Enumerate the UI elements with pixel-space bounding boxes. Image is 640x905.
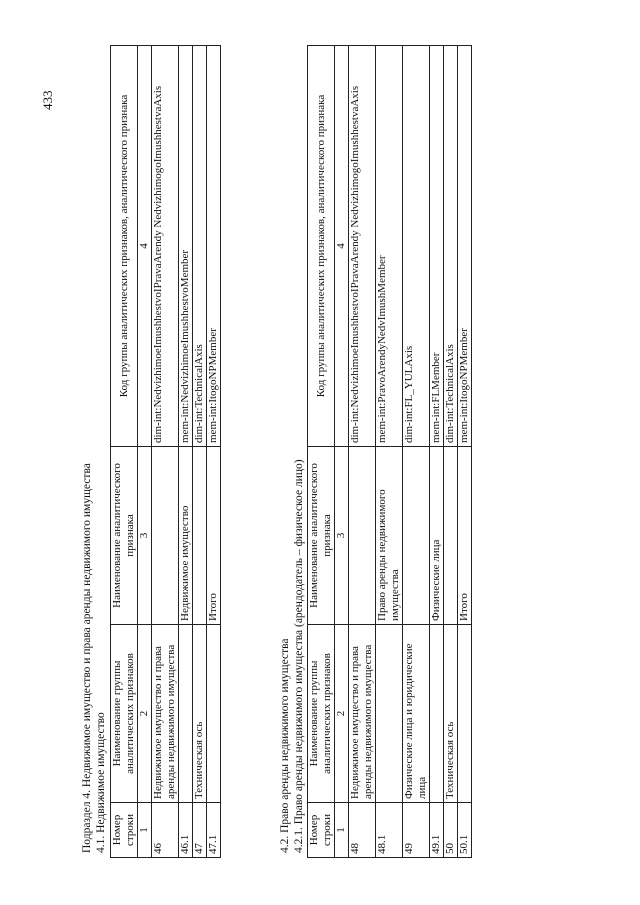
table-row (349, 46, 376, 858)
table-row (444, 46, 458, 858)
cell-code: dim-int:FL_YULAxis (403, 46, 430, 447)
table-row (376, 46, 403, 858)
index-cell: 1 (335, 803, 349, 858)
cell-group-name (179, 625, 193, 803)
cell-attribute-name (403, 447, 430, 625)
cell-group-name (458, 625, 472, 803)
cell-attribute-name: Физические лица (430, 447, 444, 625)
table-row (207, 46, 221, 858)
cell-attribute-name: Итого (207, 447, 221, 625)
index-cell: 3 (335, 447, 349, 625)
cell-code: dim-int:TechnicalAxis (444, 46, 458, 447)
index-cell: 4 (138, 46, 152, 447)
index-cell: 3 (138, 447, 152, 625)
table-header-row (308, 46, 335, 858)
table-row (458, 46, 472, 858)
header-row-number: Номер строки (111, 803, 138, 858)
section1-heading: Подраздел 4. Недвижимое имущество и права аренды недвижимого имущества (81, 463, 93, 853)
cell-attribute-name (193, 447, 207, 625)
index-cell: 2 (138, 625, 152, 803)
cell-code: mem-int:FLMember (430, 46, 444, 447)
header-group-name: Наименование группы аналитических признаков (111, 625, 138, 803)
table-section1 (110, 45, 221, 858)
section2-subheading: 4.2.1. Право аренды недвижимого имущества (арендодатель – физическое лицо) (293, 459, 305, 853)
cell-group-name: Техническая ось (193, 625, 207, 803)
cell-group-name: Недвижимое имущество и права аренды недвижимого имущества (152, 625, 179, 803)
cell-attribute-name (349, 447, 376, 625)
cell-attribute-name: Недвижимое имущество (179, 447, 193, 625)
cell-row-number: 46 (152, 803, 179, 858)
cell-code: dim-int:NedvizhimoeImushhestvoIPravaArendy NedvizhimogoImushhestvaAxis (349, 46, 376, 447)
cell-row-number: 50.1 (458, 803, 472, 858)
index-cell: 1 (138, 803, 152, 858)
cell-attribute-name: Право аренды недвижимого имущества (376, 447, 403, 625)
index-cell: 2 (335, 625, 349, 803)
cell-group-name (430, 625, 444, 803)
table-section2 (307, 45, 472, 858)
section1-subheading: 4.1. Недвижимое имущество (95, 712, 107, 853)
table-row (193, 46, 207, 858)
table-row (430, 46, 444, 858)
header-attribute-name: Наименование аналитического признака (308, 447, 335, 625)
cell-row-number: 50 (444, 803, 458, 858)
table-header-row (111, 46, 138, 858)
table-row (403, 46, 430, 858)
table-index-row (138, 46, 152, 858)
cell-row-number: 49 (403, 803, 430, 858)
table-index-row (335, 46, 349, 858)
cell-code: mem-int:NedvizhimoeImushhestvoMember (179, 46, 193, 447)
page-number: 433 (40, 90, 55, 110)
table-row (152, 46, 179, 858)
section2-heading: 4.2. Право аренды недвижимого имущества (279, 638, 291, 853)
cell-code: mem-int:PravoArendyNedvImushMember (376, 46, 403, 447)
cell-code: dim-int:TechnicalAxis (193, 46, 207, 447)
index-cell: 4 (335, 46, 349, 447)
cell-group-name (207, 625, 221, 803)
cell-row-number: 47 (193, 803, 207, 858)
table-row (179, 46, 193, 858)
cell-attribute-name: Итого (458, 447, 472, 625)
cell-attribute-name (444, 447, 458, 625)
cell-group-name: Недвижимое имущество и права аренды недвижимого имущества (349, 625, 376, 803)
cell-code: dim-int:NedvizhimoeImushhestvoIPravaArendy NedvizhimogoImushhestvaAxis (152, 46, 179, 447)
header-code: Код группы аналитических признаков, аналитического признака (308, 46, 335, 447)
cell-attribute-name (152, 447, 179, 625)
cell-code: mem-int:ItogoNPMember (207, 46, 221, 447)
cell-row-number: 49.1 (430, 803, 444, 858)
header-attribute-name: Наименование аналитического признака (111, 447, 138, 625)
cell-row-number: 48.1 (376, 803, 403, 858)
header-row-number: Номер строки (308, 803, 335, 858)
cell-row-number: 46.1 (179, 803, 193, 858)
cell-row-number: 47.1 (207, 803, 221, 858)
cell-code: mem-int:ItogoNPMember (458, 46, 472, 447)
cell-group-name (376, 625, 403, 803)
header-code: Код группы аналитических признаков, аналитического признака (111, 46, 138, 447)
cell-row-number: 48 (349, 803, 376, 858)
header-group-name: Наименование группы аналитических признаков (308, 625, 335, 803)
cell-group-name: Техническая ось (444, 625, 458, 803)
cell-group-name: Физические лица и юридические лица (403, 625, 430, 803)
